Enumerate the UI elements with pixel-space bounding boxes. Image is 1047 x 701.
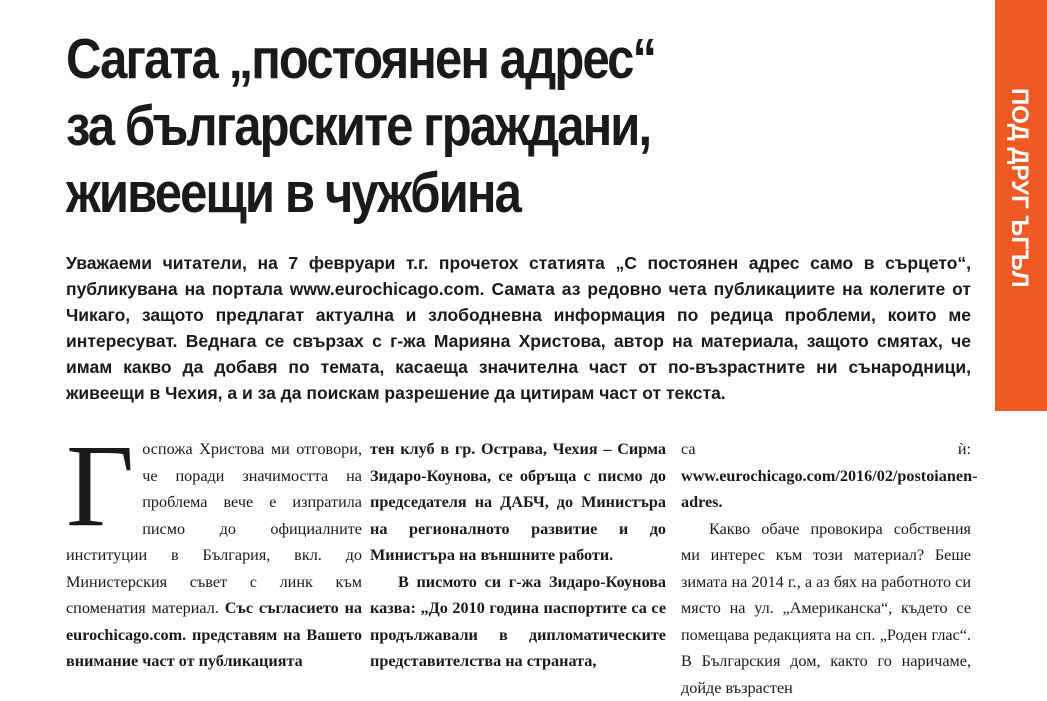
column-1-bold-text: Със съгласието на eurochicago.com. представям на Вашето внимание част от публикацията: [66, 599, 362, 670]
column-3-text: са ѝ:: [681, 440, 971, 458]
column-1-paragraph: [66, 436, 362, 675]
headline: [66, 26, 840, 227]
section-tab: [995, 0, 1047, 411]
article-link[interactable]: www.eurochicago.com/2016/02/postoianen-adres.: [681, 467, 977, 512]
column-2-paragraph-1: тен клуб в гр. Острава, Чехия – Сирма Зидаро-Коунова, се обръща с писмо до председателя на ДАБЧ, до Министъра на регионалното развитие и до Министъра на външните работи.: [370, 436, 666, 569]
column-3-paragraph-1: [681, 436, 971, 516]
column-3-paragraph-2: Какво обаче провокира собствения ми интерес към този материал? Беше зимата на 2014 г., а аз бях на работното си място на ул. „Американска“, където се помещава редакцията на сп. „Роден глас“. В Българския дом, както го наричаме, дойде възрастен: [681, 516, 971, 701]
article-column-1: [66, 436, 362, 675]
headline-line-3: живеещи в чужбина: [66, 160, 840, 227]
column-2-paragraph-2: В писмото си г-жа Зидаро-Коунова казва: „До 2010 година паспортите са се продължавали в дипломатическите представителства на страната,: [370, 569, 666, 675]
article-column-2: [370, 436, 666, 675]
headline-line-2: за българските граждани,: [66, 93, 840, 160]
lead-paragraph: Уважаеми читатели, на 7 февруари т.г. прочетох статията „С постоянен адрес само в сърцето“, публикувана на портала www.eurochicago.com. Самата аз редовно чета публикациите на колегите от Чикаго, защото предлагат актуална и злободневна информация по редица проблеми, които ме интересуват. Веднага се свързах с г-жа Марияна Христова, автор на материала, защото смятах, че имам какво да добавя по темата, касаеща значителна част от по-възрастните ни сънародници, живеещи в Чехия, а и за да поискам разрешение да цитирам част от текста.: [66, 250, 971, 406]
article-column-3: [681, 436, 971, 701]
section-tab-label: ПОД ДРУГ ЪГЪЛ: [1005, 88, 1033, 288]
headline-line-1: Сагата „постоянен адрес“: [66, 26, 840, 93]
column-1-text: оспожа Христова ми отговори, че поради значимостта на проблема вече е изпратила писмо до официалните институции в България, вкл. до Министерския съвет с линк към споменатия материал.: [66, 440, 362, 617]
drop-cap: Г: [66, 440, 134, 532]
